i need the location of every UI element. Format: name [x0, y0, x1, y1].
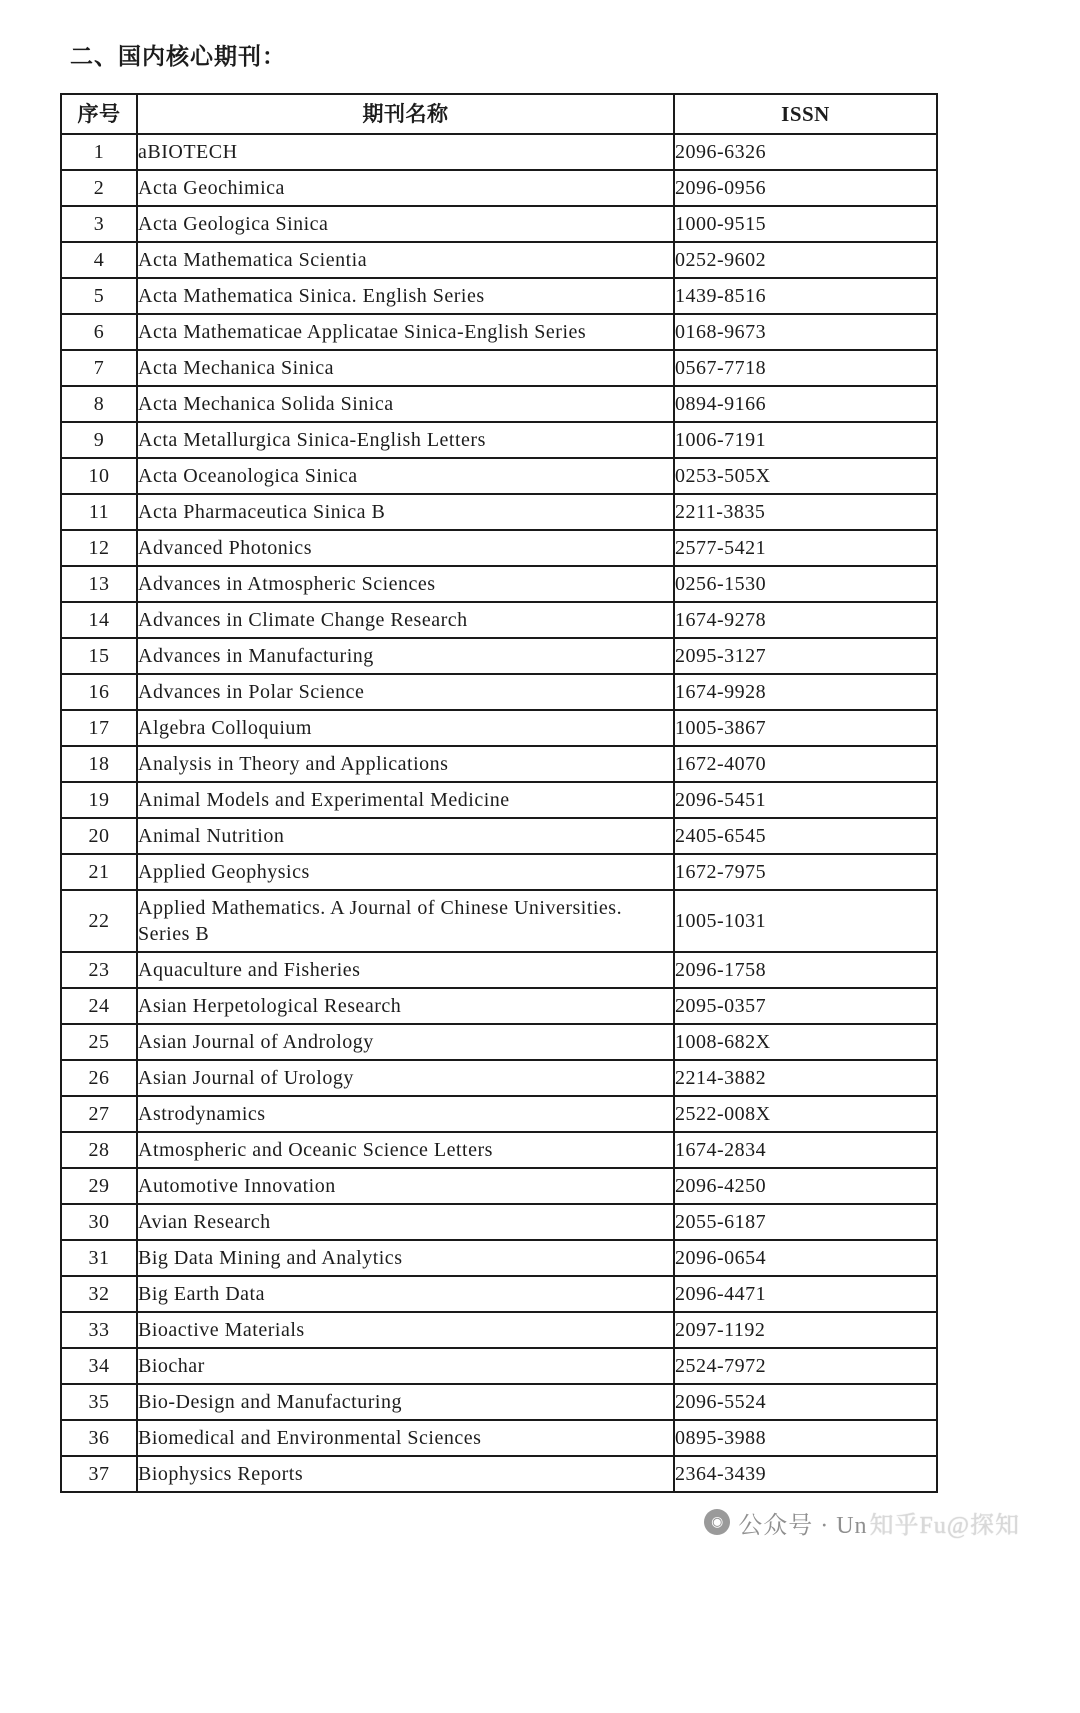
issn: 1672-7975: [674, 854, 937, 890]
table-row: [61, 638, 937, 674]
issn: 2095-3127: [674, 638, 937, 674]
table-row: [61, 386, 937, 422]
header-row: [61, 94, 937, 134]
page-title: 二、国内核心期刊：: [70, 44, 286, 69]
table-row: [61, 1132, 937, 1168]
row-number: 2: [61, 170, 137, 206]
table-row: [61, 674, 937, 710]
journal-name: Bioactive Materials: [137, 1312, 674, 1348]
row-number: 34: [61, 1348, 137, 1384]
issn: 0256-1530: [674, 566, 937, 602]
issn: 1000-9515: [674, 206, 937, 242]
row-number: 37: [61, 1456, 137, 1492]
table-row: [61, 1096, 937, 1132]
table-row: [61, 1168, 937, 1204]
table-row: [61, 782, 937, 818]
row-number: 29: [61, 1168, 137, 1204]
row-number: 4: [61, 242, 137, 278]
journal-name: Acta Geologica Sinica: [137, 206, 674, 242]
journal-name: Applied Mathematics. A Journal of Chinese Universities. Series B: [137, 890, 674, 952]
journal-table-header: [61, 94, 937, 134]
row-number: 30: [61, 1204, 137, 1240]
issn: 2096-4250: [674, 1168, 937, 1204]
issn: 0895-3988: [674, 1420, 937, 1456]
issn: 1674-2834: [674, 1132, 937, 1168]
header-journal-name: 期刊名称: [137, 94, 674, 134]
row-number: 9: [61, 422, 137, 458]
issn: 2096-5451: [674, 782, 937, 818]
table-row: [61, 422, 937, 458]
row-number: 22: [61, 890, 137, 952]
journal-name: Animal Models and Experimental Medicine: [137, 782, 674, 818]
journal-name: Big Data Mining and Analytics: [137, 1240, 674, 1276]
row-number: 17: [61, 710, 137, 746]
journal-name: Atmospheric and Oceanic Science Letters: [137, 1132, 674, 1168]
issn: 2577-5421: [674, 530, 937, 566]
journal-table-body: [61, 134, 937, 1492]
row-number: 14: [61, 602, 137, 638]
journal-name: Asian Journal of Urology: [137, 1060, 674, 1096]
row-number: 26: [61, 1060, 137, 1096]
row-number: 1: [61, 134, 137, 170]
issn: 2096-6326: [674, 134, 937, 170]
watermark-wechat-label: 公众号 · Un: [738, 1512, 868, 1539]
issn: 2364-3439: [674, 1456, 937, 1492]
journal-name: Analysis in Theory and Applications: [137, 746, 674, 782]
row-number: 20: [61, 818, 137, 854]
issn: 0894-9166: [674, 386, 937, 422]
table-row: [61, 494, 937, 530]
table-row: [61, 1240, 937, 1276]
row-number: 25: [61, 1024, 137, 1060]
table-row: [61, 134, 937, 170]
row-number: 33: [61, 1312, 137, 1348]
journal-name: Advances in Climate Change Research: [137, 602, 674, 638]
table-row: [61, 206, 937, 242]
table-row: [61, 890, 937, 952]
table-row: [61, 1384, 937, 1420]
journal-name: Bio-Design and Manufacturing: [137, 1384, 674, 1420]
issn: 1674-9928: [674, 674, 937, 710]
journal-name: Biomedical and Environmental Sciences: [137, 1420, 674, 1456]
table-row: [61, 530, 937, 566]
journal-name: Big Earth Data: [137, 1276, 674, 1312]
journal-name: Advances in Manufacturing: [137, 638, 674, 674]
watermark-zhihu-label: 知乎Fu@探知: [869, 1512, 1020, 1539]
issn: 1439-8516: [674, 278, 937, 314]
row-number: 15: [61, 638, 137, 674]
row-number: 7: [61, 350, 137, 386]
journal-name: Advanced Photonics: [137, 530, 674, 566]
issn: 2405-6545: [674, 818, 937, 854]
table-row: [61, 242, 937, 278]
table-row: [61, 1420, 937, 1456]
row-number: 11: [61, 494, 137, 530]
issn: 1674-9278: [674, 602, 937, 638]
table-row: [61, 602, 937, 638]
table-row: [61, 988, 937, 1024]
issn: 1005-3867: [674, 710, 937, 746]
camera-icon: ◉: [704, 1509, 730, 1535]
row-number: 5: [61, 278, 137, 314]
row-number: 16: [61, 674, 137, 710]
journal-name: Acta Geochimica: [137, 170, 674, 206]
issn: 2096-0654: [674, 1240, 937, 1276]
issn: 1672-4070: [674, 746, 937, 782]
issn: 2055-6187: [674, 1204, 937, 1240]
row-number: 12: [61, 530, 137, 566]
journal-name: aBIOTECH: [137, 134, 674, 170]
table-row: [61, 1312, 937, 1348]
row-number: 24: [61, 988, 137, 1024]
row-number: 35: [61, 1384, 137, 1420]
row-number: 13: [61, 566, 137, 602]
header-index: 序号: [61, 94, 137, 134]
table-row: [61, 746, 937, 782]
issn: 1005-1031: [674, 890, 937, 952]
journal-name: Algebra Colloquium: [137, 710, 674, 746]
journal-name: Acta Pharmaceutica Sinica B: [137, 494, 674, 530]
issn: 2097-1192: [674, 1312, 937, 1348]
issn: 2095-0357: [674, 988, 937, 1024]
issn: 2214-3882: [674, 1060, 937, 1096]
table-row: [61, 710, 937, 746]
watermark: [0, 1501, 1020, 1543]
issn: 2096-5524: [674, 1384, 937, 1420]
issn: 2211-3835: [674, 494, 937, 530]
journal-name: Astrodynamics: [137, 1096, 674, 1132]
table-row: [61, 952, 937, 988]
row-number: 10: [61, 458, 137, 494]
issn: 2096-4471: [674, 1276, 937, 1312]
journal-name: Acta Mathematica Sinica. English Series: [137, 278, 674, 314]
row-number: 19: [61, 782, 137, 818]
journal-name: Acta Mechanica Solida Sinica: [137, 386, 674, 422]
row-number: 6: [61, 314, 137, 350]
row-number: 3: [61, 206, 137, 242]
issn: 2096-0956: [674, 170, 937, 206]
journal-table: [60, 93, 938, 1493]
table-row: [61, 566, 937, 602]
header-issn: ISSN: [674, 94, 937, 134]
journal-name: Automotive Innovation: [137, 1168, 674, 1204]
table-row: [61, 1276, 937, 1312]
table-row: [61, 278, 937, 314]
issn: 2522-008X: [674, 1096, 937, 1132]
table-row: [61, 458, 937, 494]
table-row: [61, 314, 937, 350]
table-row: [61, 854, 937, 890]
row-number: 31: [61, 1240, 137, 1276]
journal-name: Avian Research: [137, 1204, 674, 1240]
issn: 1006-7191: [674, 422, 937, 458]
row-number: 32: [61, 1276, 137, 1312]
row-number: 23: [61, 952, 137, 988]
issn: 0567-7718: [674, 350, 937, 386]
table-row: [61, 1204, 937, 1240]
row-number: 27: [61, 1096, 137, 1132]
table-row: [61, 818, 937, 854]
table-row: [61, 1060, 937, 1096]
row-number: 21: [61, 854, 137, 890]
row-number: 28: [61, 1132, 137, 1168]
journal-name: Applied Geophysics: [137, 854, 674, 890]
journal-name: Acta Metallurgica Sinica-English Letters: [137, 422, 674, 458]
journal-name: Acta Oceanologica Sinica: [137, 458, 674, 494]
row-number: 8: [61, 386, 137, 422]
journal-name: Aquaculture and Fisheries: [137, 952, 674, 988]
table-row: [61, 1456, 937, 1492]
issn: 0252-9602: [674, 242, 937, 278]
issn: 2524-7972: [674, 1348, 937, 1384]
journal-name: Advances in Atmospheric Sciences: [137, 566, 674, 602]
journal-name: Acta Mathematicae Applicatae Sinica-English Series: [137, 314, 674, 350]
journal-name: Acta Mechanica Sinica: [137, 350, 674, 386]
issn: 0253-505X: [674, 458, 937, 494]
journal-name: Acta Mathematica Scientia: [137, 242, 674, 278]
issn: 0168-9673: [674, 314, 937, 350]
journal-name: Advances in Polar Science: [137, 674, 674, 710]
journal-name: Animal Nutrition: [137, 818, 674, 854]
row-number: 36: [61, 1420, 137, 1456]
table-row: [61, 350, 937, 386]
journal-name: Biophysics Reports: [137, 1456, 674, 1492]
table-row: [61, 1024, 937, 1060]
journal-name: Asian Journal of Andrology: [137, 1024, 674, 1060]
journal-name: Biochar: [137, 1348, 674, 1384]
table-row: [61, 170, 937, 206]
table-row: [61, 1348, 937, 1384]
issn: 2096-1758: [674, 952, 937, 988]
journal-name: Asian Herpetological Research: [137, 988, 674, 1024]
row-number: 18: [61, 746, 137, 782]
issn: 1008-682X: [674, 1024, 937, 1060]
